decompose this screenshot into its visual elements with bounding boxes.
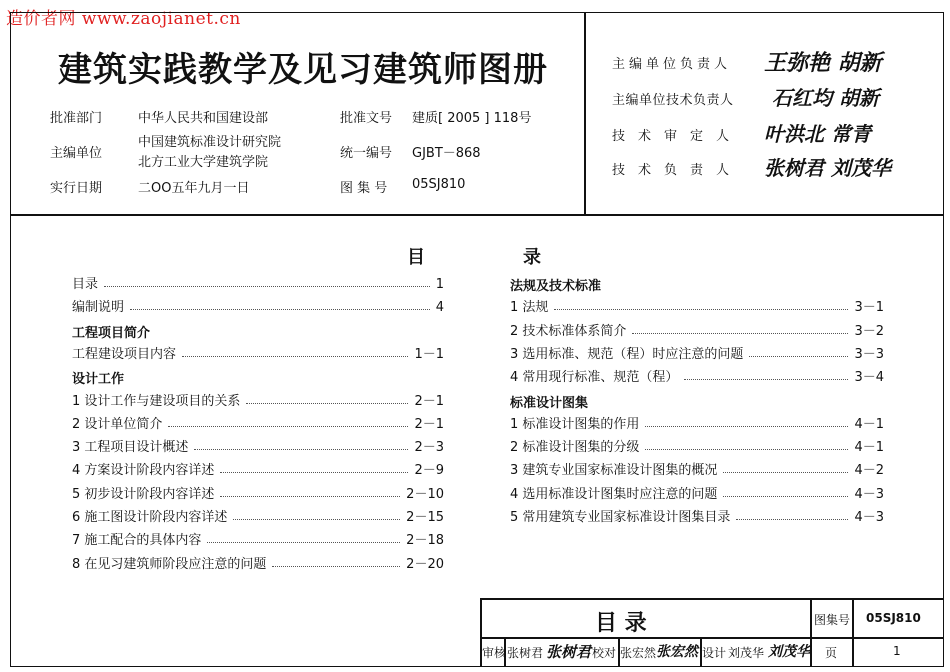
toc-entry-label: 6 施工图设计阶段内容详述 bbox=[72, 510, 228, 525]
toc-leader-dots bbox=[104, 286, 430, 287]
toc-section-heading: 设计工作 bbox=[72, 372, 125, 388]
toc-entry[interactable] bbox=[72, 389, 444, 409]
atlas-title: 建筑实践教学及见习建筑师图册 bbox=[58, 50, 548, 90]
toc-title-left: 目 bbox=[407, 247, 425, 268]
toc-entry-page: 2－18 bbox=[406, 533, 444, 549]
atlas-no: 05SJ810 bbox=[412, 177, 466, 192]
toc-entry[interactable] bbox=[510, 295, 884, 315]
toc-entry-page: 2－10 bbox=[406, 486, 444, 502]
toc-entry-page: 2－1 bbox=[414, 416, 444, 432]
titleblock-sep-2 bbox=[852, 598, 854, 667]
resp-role-2: 主编单位技术负责人 bbox=[612, 93, 734, 108]
approval-doc: 建质[ 2005 ] 118号 bbox=[412, 111, 532, 126]
toc-entry-label: 1 标准设计图集的作用 bbox=[510, 416, 640, 432]
toc-leader-dots bbox=[220, 496, 400, 497]
toc-entry-label: 4 选用标准设计图集时应注意的问题 bbox=[510, 486, 718, 502]
toc-leader-dots bbox=[220, 472, 408, 473]
toc-entry-page: 4－3 bbox=[854, 486, 884, 502]
toc-entry[interactable] bbox=[510, 365, 884, 385]
unified-no: GJBT－868 bbox=[412, 146, 481, 161]
header-divider bbox=[10, 214, 944, 216]
toc-entry[interactable] bbox=[72, 342, 444, 362]
toc-entry-label: 3 选用标准、规范（程）时应注意的问题 bbox=[510, 346, 744, 362]
toc-leader-dots bbox=[272, 566, 400, 567]
toc-entry-page: 2－3 bbox=[414, 440, 444, 456]
toc-leader-dots bbox=[684, 379, 848, 380]
toc-entry[interactable] bbox=[72, 552, 444, 572]
toc-entry-label: 8 在见习建筑师阶段应注意的问题 bbox=[72, 556, 267, 572]
toc-entry-label: 3 工程项目设计概述 bbox=[72, 440, 189, 456]
watermark: 造价者网 www.zaojianet.cn bbox=[6, 9, 241, 29]
toc-entry-page: 3－1 bbox=[854, 300, 884, 316]
toc-entry-label: 目录 bbox=[72, 277, 99, 292]
toc-entry-page: 2－15 bbox=[406, 510, 444, 525]
toc-leader-dots bbox=[246, 403, 408, 404]
toc-entry[interactable] bbox=[72, 272, 444, 292]
resp-signature-1: 王弥艳 胡新 bbox=[764, 50, 882, 76]
toc-entry-page: 4－3 bbox=[854, 510, 884, 525]
toc-entry-label: 2 设计单位简介 bbox=[72, 416, 163, 432]
titleblock-page: 1 bbox=[893, 644, 901, 658]
approval-dept: 中华人民共和国建设部 bbox=[138, 111, 269, 126]
resp-signature-2: 石红均 胡新 bbox=[772, 86, 879, 110]
toc-entry-page: 4－1 bbox=[854, 440, 884, 456]
toc-leader-dots bbox=[182, 356, 408, 357]
toc-entry[interactable] bbox=[72, 458, 444, 478]
toc-entry-label: 5 初步设计阶段内容详述 bbox=[72, 486, 215, 502]
toc-entry-label: 2 技术标准体系简介 bbox=[510, 323, 627, 339]
toc-entry-page: 1－1 bbox=[414, 346, 444, 362]
toc-entry-page: 3－2 bbox=[854, 323, 884, 339]
toc-entry-page: 2－20 bbox=[406, 556, 444, 572]
resp-role-4: 技术负责人 bbox=[612, 163, 743, 178]
toc-entry[interactable] bbox=[510, 412, 884, 432]
toc-entry-page: 2－9 bbox=[414, 463, 444, 479]
toc-entry[interactable] bbox=[510, 482, 884, 502]
effective-label: 实行日期 bbox=[50, 181, 103, 196]
toc-entry-page: 1 bbox=[435, 277, 444, 292]
toc-leader-dots bbox=[723, 472, 848, 473]
toc-leader-dots bbox=[723, 496, 848, 497]
toc-section-heading: 标准设计图集 bbox=[510, 395, 589, 411]
toc-entry[interactable] bbox=[72, 412, 444, 432]
chief-unit-1: 中国建筑标准设计研究院 bbox=[138, 135, 282, 150]
toc-entry[interactable] bbox=[510, 435, 884, 455]
titleblock-top-line bbox=[480, 598, 944, 600]
toc-entry-page: 2－1 bbox=[414, 393, 444, 409]
titleblock-mid-line bbox=[480, 637, 944, 639]
toc-entry-label: 4 常用现行标准、规范（程） bbox=[510, 370, 679, 386]
toc-entry[interactable] bbox=[510, 458, 884, 478]
toc-entry-label: 3 建筑专业国家标准设计图集的概况 bbox=[510, 463, 718, 479]
toc-entry[interactable] bbox=[72, 482, 444, 502]
toc-entry-label: 工程建设项目内容 bbox=[72, 346, 177, 362]
titleblock-title: 目 录 bbox=[595, 611, 647, 636]
effective-date: 二OO五年九月一日 bbox=[138, 181, 250, 196]
toc-entry[interactable] bbox=[72, 295, 444, 315]
chief-unit-label: 主编单位 bbox=[50, 146, 103, 161]
titleblock-check-signature: 张宏然 bbox=[656, 644, 698, 660]
unified-no-label: 统一编号 bbox=[340, 146, 393, 161]
toc-leader-dots bbox=[168, 426, 408, 427]
toc-entry-label: 5 常用建筑专业国家标准设计图集目录 bbox=[510, 510, 731, 525]
titleblock-review-signature: 张树君 bbox=[546, 643, 592, 661]
titleblock-atlas-no-label: 图集号 bbox=[814, 613, 851, 627]
chief-unit-2: 北方工业大学建筑学院 bbox=[138, 155, 269, 170]
titleblock-design-signature: 刘茂华 bbox=[768, 644, 810, 660]
toc-entry-label: 编制说明 bbox=[72, 300, 125, 316]
titleblock-check-name: 张宏然 bbox=[620, 646, 657, 660]
toc-entry-page: 3－3 bbox=[854, 346, 884, 362]
toc-leader-dots bbox=[233, 519, 400, 520]
resp-signature-4: 张树君 刘茂华 bbox=[764, 156, 891, 180]
toc-entry[interactable] bbox=[72, 505, 444, 525]
toc-entry[interactable] bbox=[72, 435, 444, 455]
titleblock-atlas-no: 05SJ810 bbox=[866, 611, 921, 625]
toc-section-heading: 法规及技术标准 bbox=[510, 279, 602, 294]
titleblock-review-label: 审核 bbox=[482, 646, 507, 660]
toc-entry-label: 1 法规 bbox=[510, 300, 549, 316]
titleblock-sep-1 bbox=[810, 598, 812, 667]
resp-role-1: 主编单位负责人 bbox=[612, 57, 732, 72]
toc-leader-dots bbox=[130, 309, 430, 310]
toc-entry[interactable] bbox=[510, 505, 884, 525]
toc-entry-page: 3－4 bbox=[854, 370, 884, 386]
titleblock-check-label: 校对 bbox=[592, 646, 617, 660]
toc-entry-label: 2 标准设计图集的分级 bbox=[510, 440, 640, 456]
toc-title-right: 录 bbox=[523, 247, 541, 268]
header-vertical-divider bbox=[584, 12, 586, 215]
toc-leader-dots bbox=[749, 356, 848, 357]
titleblock-design-label: 设计 bbox=[702, 646, 727, 660]
toc-leader-dots bbox=[207, 542, 400, 543]
toc-entry-label: 7 施工配合的具体内容 bbox=[72, 533, 202, 549]
resp-signature-3: 叶洪北 常青 bbox=[764, 122, 871, 146]
toc-leader-dots bbox=[554, 309, 848, 310]
titleblock-page-label: 页 bbox=[825, 646, 838, 660]
atlas-no-label: 图 集 号 bbox=[340, 181, 388, 196]
toc-entry-label: 4 方案设计阶段内容详述 bbox=[72, 463, 215, 479]
toc-leader-dots bbox=[645, 449, 848, 450]
titleblock-review-name: 张树君 bbox=[507, 646, 544, 660]
toc-entry-page: 4－1 bbox=[854, 416, 884, 432]
toc-leader-dots bbox=[645, 426, 848, 427]
toc-entry[interactable] bbox=[510, 342, 884, 362]
titleblock-design-name: 刘茂华 bbox=[728, 646, 765, 660]
resp-role-3: 技术审定人 bbox=[612, 129, 743, 144]
toc-entry-page: 4－2 bbox=[854, 463, 884, 479]
toc-section-heading: 工程项目简介 bbox=[72, 325, 151, 341]
approval-dept-label: 批准部门 bbox=[50, 111, 103, 126]
toc-entry[interactable] bbox=[510, 319, 884, 339]
toc-entry-page: 4 bbox=[435, 300, 444, 316]
toc-leader-dots bbox=[736, 519, 848, 520]
toc-entry[interactable] bbox=[72, 528, 444, 548]
toc-leader-dots bbox=[194, 449, 408, 450]
toc-entry-label: 1 设计工作与建设项目的关系 bbox=[72, 393, 241, 409]
toc-leader-dots bbox=[632, 333, 848, 334]
approval-doc-label: 批准文号 bbox=[340, 111, 393, 126]
